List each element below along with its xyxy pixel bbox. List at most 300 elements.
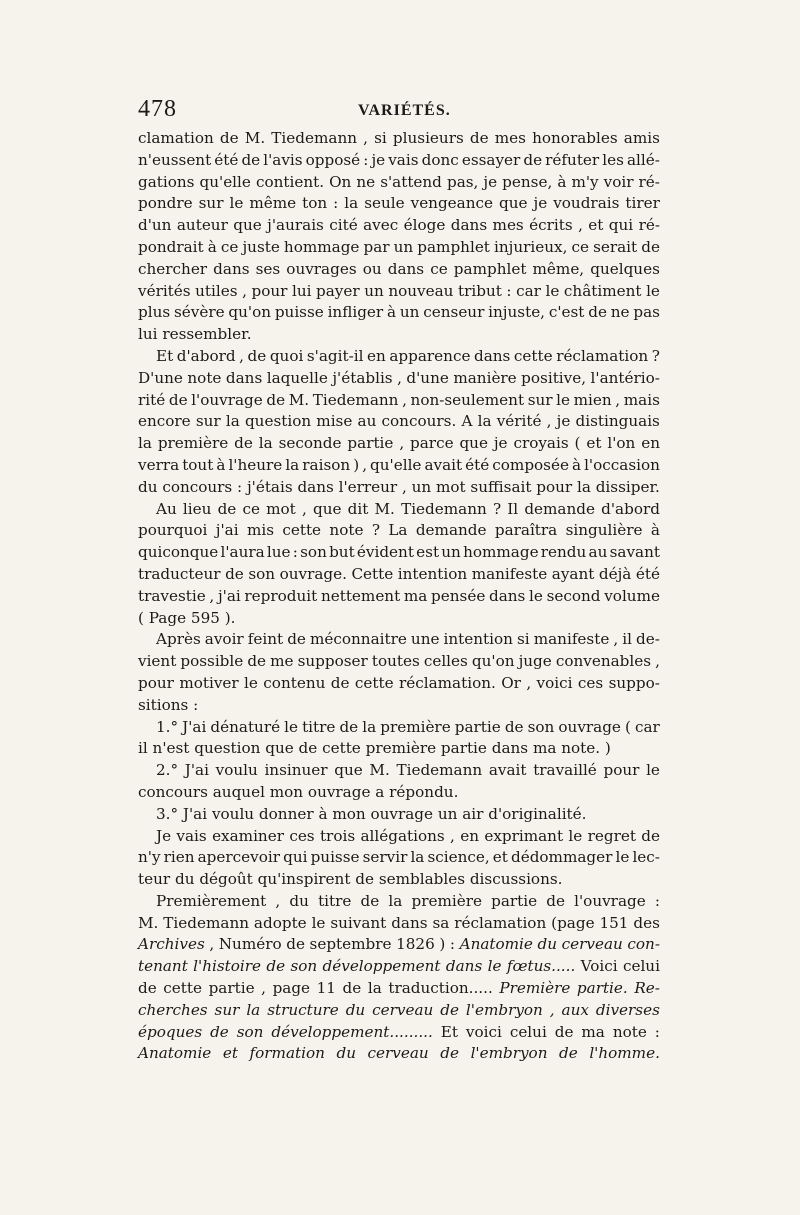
word: d'abord xyxy=(176,346,236,365)
word: de xyxy=(559,1044,578,1063)
word: ouvrage xyxy=(370,804,434,823)
word: infliger xyxy=(327,303,384,322)
word: ? xyxy=(371,521,380,540)
text-line xyxy=(138,651,660,673)
text-line xyxy=(138,346,660,368)
word: puisse xyxy=(310,848,360,867)
word: j'ai xyxy=(217,586,241,605)
word: , xyxy=(615,390,621,409)
word: , xyxy=(239,346,244,365)
word: que xyxy=(499,194,528,213)
word: évident xyxy=(356,543,414,562)
word: J'ai xyxy=(182,804,208,823)
word: discussions. xyxy=(469,870,563,889)
word: pondrait xyxy=(138,237,204,256)
text-line xyxy=(138,847,660,869)
word: mon xyxy=(269,782,304,801)
word: qu'elle xyxy=(199,172,251,191)
word: un xyxy=(364,281,384,300)
word: supposer xyxy=(297,652,368,671)
word: de xyxy=(330,673,350,692)
text-line xyxy=(138,455,660,477)
word: pour xyxy=(603,761,640,780)
word: injuste, xyxy=(488,303,546,322)
text-line xyxy=(138,237,660,259)
word: en xyxy=(367,346,386,365)
word: : xyxy=(506,281,512,300)
word: , xyxy=(613,630,619,649)
word: Tiedemann xyxy=(271,129,358,147)
word: le xyxy=(244,673,258,692)
text-line xyxy=(138,390,660,412)
word: : xyxy=(292,543,298,562)
word: l'histoire xyxy=(193,957,261,976)
word: verra xyxy=(138,455,180,474)
word: dégoût xyxy=(199,870,253,889)
word: fœtus..... xyxy=(506,957,576,976)
word: dans xyxy=(225,368,263,387)
word: de xyxy=(247,346,267,365)
word: avec xyxy=(363,216,399,235)
word: à xyxy=(386,303,397,322)
word: mot xyxy=(266,499,296,518)
word: la xyxy=(410,848,425,867)
word: d'une xyxy=(406,368,449,387)
word: qui xyxy=(283,848,308,867)
word: 2.° xyxy=(156,761,179,780)
word: celles xyxy=(423,652,468,671)
word: , xyxy=(209,935,215,954)
word: convenables xyxy=(555,652,652,671)
page-header xyxy=(138,96,666,124)
word: cette xyxy=(354,673,394,692)
word: suivant xyxy=(330,913,387,932)
word: plusieurs xyxy=(392,129,464,147)
word: développement......... xyxy=(271,1022,433,1041)
word: du xyxy=(336,1044,356,1063)
word: que xyxy=(312,499,342,518)
word: air xyxy=(462,804,484,823)
word: partie xyxy=(454,717,501,736)
word: du xyxy=(174,870,195,889)
word: , xyxy=(242,281,247,300)
word: voulu xyxy=(215,761,258,780)
word: vient xyxy=(138,652,177,671)
word: ouvrage xyxy=(558,717,621,736)
text-line xyxy=(138,172,660,194)
word: le xyxy=(284,717,299,736)
word: ) xyxy=(604,739,611,758)
word: et xyxy=(492,848,508,867)
word: dans xyxy=(445,957,483,976)
word: intention xyxy=(397,564,468,583)
word: nettement xyxy=(320,586,401,605)
word: exprimant xyxy=(484,826,564,845)
word: donner xyxy=(258,804,314,823)
word: vérités xyxy=(138,281,191,300)
word: ma xyxy=(403,586,428,605)
text-line xyxy=(138,695,660,717)
word: de xyxy=(286,935,305,954)
word: de xyxy=(504,717,524,736)
word: l'aura xyxy=(220,543,265,562)
word: M. xyxy=(374,499,395,518)
word: travaillé xyxy=(533,761,597,780)
text-line xyxy=(138,215,660,237)
word: manifeste xyxy=(471,564,548,583)
word: Tiedemann xyxy=(163,913,250,932)
word: celui xyxy=(509,1022,547,1041)
word: l'homme. xyxy=(589,1044,660,1063)
word: adopte xyxy=(253,913,307,932)
word: la xyxy=(344,194,359,213)
word: rien xyxy=(163,848,195,867)
word: positive, xyxy=(521,368,587,387)
word: il xyxy=(622,630,632,649)
word: été xyxy=(214,150,239,169)
word: but xyxy=(329,543,355,562)
word: à xyxy=(571,455,582,474)
word: je xyxy=(533,194,548,213)
word: c'est xyxy=(548,303,585,322)
word: sa xyxy=(432,913,450,932)
word: du xyxy=(345,1000,366,1019)
word: l'ouvrage xyxy=(191,390,263,409)
word: le xyxy=(615,848,630,867)
text-line xyxy=(138,1022,660,1044)
word: 1.° xyxy=(156,717,179,736)
word: de xyxy=(266,390,286,409)
word: n'est xyxy=(152,739,190,758)
word: ( xyxy=(574,434,581,453)
word: méconnaitre xyxy=(309,630,407,649)
word: Première xyxy=(499,979,571,998)
word: un xyxy=(399,303,420,322)
word: de xyxy=(469,129,489,147)
word: utiles xyxy=(195,281,238,300)
word: de xyxy=(287,630,306,649)
word: ses xyxy=(255,259,281,278)
word: d'originalité. xyxy=(488,804,587,823)
word: payer xyxy=(316,281,360,300)
word: l'ouvrage xyxy=(574,891,646,910)
word: ? xyxy=(492,499,502,518)
word: ( xyxy=(624,717,631,736)
word: Premièrement xyxy=(156,891,267,910)
word: que xyxy=(459,434,488,453)
text-line xyxy=(138,826,660,848)
word: de xyxy=(360,891,380,910)
word: qu'on xyxy=(228,303,271,322)
text-line xyxy=(138,411,660,433)
word: voir xyxy=(603,172,634,191)
word: dans xyxy=(450,216,488,235)
page-body-text xyxy=(138,128,660,1065)
word: A xyxy=(461,412,473,431)
word: partie xyxy=(347,434,394,453)
word: l'embryon xyxy=(465,1000,543,1019)
word: note xyxy=(612,1022,647,1041)
word: lue xyxy=(266,543,291,562)
word: et xyxy=(586,434,602,453)
word: contient. xyxy=(255,172,325,191)
word: , xyxy=(402,390,407,409)
word: plus xyxy=(138,303,171,322)
word: lui xyxy=(138,325,158,344)
word: de xyxy=(523,150,543,169)
word: ouvrage. xyxy=(279,564,347,583)
text-line xyxy=(138,586,660,608)
word: , xyxy=(397,368,402,387)
word: la xyxy=(388,891,403,910)
text-line xyxy=(138,629,660,651)
word: dédommager xyxy=(510,848,613,867)
word: à xyxy=(216,455,226,474)
word: ma xyxy=(581,1022,605,1041)
word: de xyxy=(588,303,607,322)
word: dénaturé xyxy=(210,717,281,736)
word: Archives xyxy=(138,935,205,954)
word: même, xyxy=(532,259,585,278)
word: ce xyxy=(220,237,239,256)
word: (page xyxy=(551,913,595,932)
word: Numéro xyxy=(218,935,282,954)
word: une xyxy=(410,630,440,649)
word: pour xyxy=(138,673,174,692)
word: diverses xyxy=(595,1000,660,1019)
word: sitions xyxy=(138,695,189,714)
word: ? xyxy=(651,346,660,365)
text-line xyxy=(138,608,660,630)
word: le xyxy=(487,957,502,976)
word: voudrais xyxy=(553,194,620,213)
word: quiconque xyxy=(138,543,219,562)
word: puisse xyxy=(274,303,324,322)
word: traduction..... xyxy=(388,979,493,998)
word: ton xyxy=(302,194,328,213)
word: par xyxy=(363,237,390,256)
text-line xyxy=(138,804,660,826)
word: de xyxy=(355,870,374,889)
word: dissiper. xyxy=(595,477,660,496)
word: à xyxy=(318,804,328,823)
word: : xyxy=(363,150,369,169)
word: 151 xyxy=(599,913,629,932)
word: si xyxy=(517,630,530,649)
word: ouvrages xyxy=(286,259,357,278)
word: dans xyxy=(391,913,428,932)
word: l'antério- xyxy=(590,368,660,387)
word: , xyxy=(363,129,368,147)
word: l'embryon xyxy=(470,1044,548,1063)
word: le xyxy=(568,826,583,845)
word: , xyxy=(578,216,583,235)
word: un xyxy=(411,477,432,496)
word: con- xyxy=(627,935,660,954)
word: de xyxy=(217,499,237,518)
word: nouveau xyxy=(388,281,454,300)
word: Page xyxy=(148,608,187,627)
text-line xyxy=(138,564,660,586)
word: de xyxy=(234,434,253,453)
word: je xyxy=(483,172,498,191)
word: un xyxy=(437,804,458,823)
word: de xyxy=(546,891,565,910)
word: développement xyxy=(322,957,441,976)
word: vérité xyxy=(496,412,542,431)
word: seconde xyxy=(278,434,342,453)
word: essayer xyxy=(461,150,521,169)
word: apercevoir xyxy=(197,848,280,867)
word: que xyxy=(334,761,363,780)
word: cette xyxy=(513,346,553,365)
word: Or xyxy=(501,673,521,692)
word: mise xyxy=(316,412,353,431)
word: amis xyxy=(623,129,660,147)
word: première xyxy=(380,717,451,736)
word: de xyxy=(298,739,318,758)
word: partie xyxy=(208,979,255,998)
text-line xyxy=(138,869,660,891)
word: la xyxy=(477,412,492,431)
text-line xyxy=(138,1000,660,1022)
word: je xyxy=(371,150,386,169)
word: à xyxy=(557,172,567,191)
word: cerveau xyxy=(367,1044,429,1063)
word: : xyxy=(193,695,199,714)
word: 11 xyxy=(316,979,336,998)
word: cette xyxy=(282,521,322,540)
word: a xyxy=(375,782,385,801)
word: concours xyxy=(138,782,208,801)
word: aux xyxy=(561,1000,589,1019)
word: rité xyxy=(138,390,166,409)
word: dans xyxy=(489,586,526,605)
text-line xyxy=(138,433,660,455)
word: M. xyxy=(138,913,159,932)
word: de- xyxy=(636,630,660,649)
word: intention xyxy=(443,630,513,649)
word: note. xyxy=(561,739,601,758)
word: Anatomie xyxy=(459,935,533,954)
word: ). xyxy=(224,608,236,627)
word: septembre xyxy=(309,935,392,954)
word: en xyxy=(460,826,479,845)
text-line xyxy=(138,673,660,695)
word: la xyxy=(246,1000,261,1019)
word: science, xyxy=(427,848,490,867)
word: mot xyxy=(435,477,466,496)
word: son xyxy=(527,717,555,736)
word: toutes xyxy=(371,652,420,671)
word: encore xyxy=(138,412,191,431)
word: pas xyxy=(633,303,660,322)
word: , xyxy=(261,979,266,998)
word: le xyxy=(311,913,326,932)
word: la xyxy=(285,455,300,474)
word: j'ai xyxy=(215,521,239,540)
word: quelques xyxy=(590,259,660,278)
word: cette xyxy=(322,739,361,758)
word: son xyxy=(236,1022,264,1041)
word: , xyxy=(655,652,660,671)
word: en xyxy=(641,434,660,453)
word: titre xyxy=(302,717,336,736)
word: , xyxy=(209,586,215,605)
word: , xyxy=(399,434,405,453)
word: formation xyxy=(249,1044,325,1063)
word: s'agit-il xyxy=(306,346,364,365)
word: qui xyxy=(608,216,634,235)
word: première xyxy=(157,434,229,453)
word: pourquoi xyxy=(138,521,208,540)
word: raison xyxy=(302,455,351,474)
word: titre xyxy=(318,891,352,910)
word: m'y xyxy=(571,172,599,191)
word: lec- xyxy=(632,848,660,867)
word: un xyxy=(393,237,414,256)
text-line xyxy=(138,542,660,564)
word: , xyxy=(526,673,532,692)
word: : xyxy=(237,477,243,496)
word: : xyxy=(449,935,456,954)
word: pensée xyxy=(431,586,486,605)
word: j'établis xyxy=(332,368,393,387)
word: M. xyxy=(288,390,310,409)
word: avoir xyxy=(204,630,244,649)
word: note xyxy=(329,521,364,540)
word: d'abord xyxy=(601,499,660,518)
word: partie xyxy=(491,891,538,910)
word: apparence xyxy=(389,346,471,365)
word: voici xyxy=(536,673,573,692)
word: partie xyxy=(440,739,487,758)
word: du xyxy=(537,935,558,954)
word: les xyxy=(602,150,624,169)
word: Tiedemann xyxy=(401,499,487,518)
word: tout xyxy=(182,455,214,474)
word: de xyxy=(225,564,244,583)
word: 1826 xyxy=(396,935,435,954)
word: mes xyxy=(494,129,526,147)
word: injurieux, xyxy=(494,237,568,256)
word: demande xyxy=(415,521,487,540)
word: mes xyxy=(492,216,524,235)
text-line xyxy=(138,499,660,521)
word: : xyxy=(654,1022,660,1041)
word: La xyxy=(388,521,408,540)
word: volume xyxy=(604,586,660,605)
word: pondre xyxy=(138,194,193,213)
word: serait xyxy=(593,237,638,256)
word: ) xyxy=(353,455,360,474)
page-number: 478 xyxy=(138,96,177,122)
word: la xyxy=(258,434,273,453)
running-title: VARIÉTÉS. xyxy=(358,102,451,119)
word: au xyxy=(588,543,608,562)
word: concours. xyxy=(381,412,457,431)
word: le xyxy=(646,281,660,300)
text-line xyxy=(138,477,660,499)
text-line xyxy=(138,1043,660,1065)
word: l'heure xyxy=(228,455,283,474)
word: hommage xyxy=(463,543,539,562)
word: qu'on xyxy=(471,652,515,671)
word: n'eussent xyxy=(138,150,212,169)
word: traducteur xyxy=(138,564,221,583)
word: ressembler. xyxy=(162,325,252,344)
word: répondu. xyxy=(389,782,459,801)
